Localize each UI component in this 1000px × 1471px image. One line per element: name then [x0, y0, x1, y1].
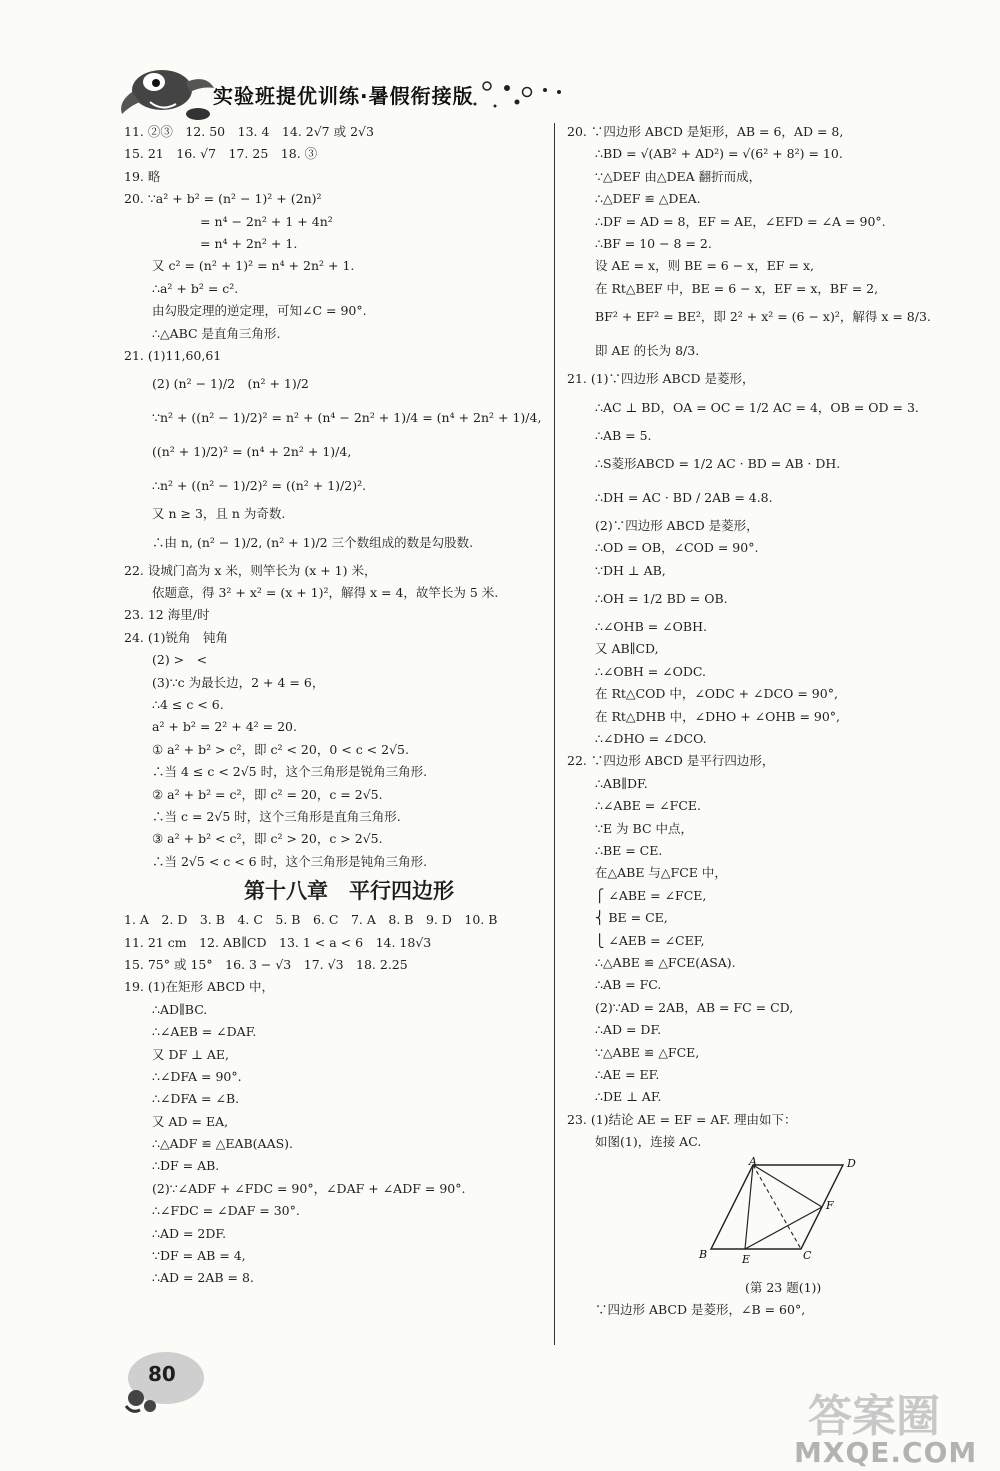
column-divider — [554, 123, 555, 1345]
answer-line: ∵n² + ((n² − 1)/2)² = n² + (n⁴ − 2n² + 1)/4 = (n⁴ + 2n² + 1)/4, — [152, 410, 542, 426]
answer-line: 设 AE = x，则 BE = 6 − x，EF = x, — [595, 258, 814, 274]
left-answer-column — [124, 121, 544, 1290]
answer-line: ∴△DEF ≌ △DEA. — [595, 191, 701, 207]
answer-line: 15. 21 16. √7 17. 25 18. ③ — [124, 146, 318, 162]
answer-line: ∴∠DHO = ∠DCO. — [595, 731, 707, 747]
answer-line: ∴DF = AB. — [152, 1158, 220, 1174]
answer-line: ⎩ ∠AEB = ∠CEF, — [595, 932, 705, 948]
answer-line: (2)∵四边形 ABCD 是菱形， — [595, 517, 759, 533]
answer-line: ∴n² + ((n² − 1)/2)² = ((n² + 1)/2)². — [152, 478, 367, 494]
answer-line: ① a² + b² > c²，即 c² < 20，0 < c < 2√5. — [152, 741, 409, 757]
answer-line: ∴当 2√5 < c < 6 时，这个三角形是钝角三角形. — [152, 853, 428, 869]
answer-line: ∴AD∥BC. — [152, 1001, 208, 1017]
answer-line: ∴OH = 1/2 BD = OB. — [595, 591, 728, 607]
answer-line: ∵E 为 BC 中点， — [595, 820, 693, 836]
svg-text:答案圈: 答案圈 — [808, 1391, 940, 1442]
answer-line: ∴∠AEB = ∠DAF. — [152, 1024, 257, 1040]
answer-line: 20. ∵a² + b² = (n² − 1)² + (2n)² — [124, 191, 322, 207]
figure-label-d: D — [847, 1157, 856, 1171]
answer-line: ∴DE ⊥ AF. — [595, 1089, 662, 1105]
answer-line: (2)∵∠ADF + ∠FDC = 90°，∠DAF + ∠ADF = 90°. — [152, 1180, 466, 1196]
answer-line: 23. (1)结论 AE = EF = AF. 理由如下： — [567, 1111, 797, 1127]
series-title: 实验班提优训练·暑假衔接版 — [213, 84, 474, 108]
answer-line: ∵DH ⊥ AB, — [595, 562, 666, 578]
answer-line: ∴4 ≤ c < 6. — [152, 697, 224, 713]
answer-line: 又 DF ⊥ AE, — [152, 1046, 229, 1062]
answer-line: ∴△ABE ≌ △FCE(ASA). — [595, 954, 736, 970]
answer-line: ∴∠OBH = ∠ODC. — [595, 663, 707, 679]
answer-line: ((n² + 1)/2)² = (n⁴ + 2n² + 1)/4, — [152, 444, 352, 460]
answer-line: = n⁴ − 2n² + 1 + 4n² — [200, 213, 333, 229]
answer-line: ∴AE = EF. — [595, 1066, 660, 1082]
answer-line: 11. 21 cm 12. AB∥CD 13. 1 < a < 6 14. 18√3 — [124, 934, 432, 950]
answer-line: 19. 略 — [124, 168, 161, 184]
answer-line: ③ a² + b² < c²，即 c² > 20，c > 2√5. — [152, 831, 383, 847]
answer-line: ∴△ADF ≌ △EAB(AAS). — [152, 1136, 294, 1152]
answer-line: 22. ∵四边形 ABCD 是平行四边形， — [567, 753, 775, 769]
answer-line: ∵△DEF 由△DEA 翻折而成， — [595, 168, 762, 184]
answer-line: ∴△ABC 是直角三角形. — [152, 325, 281, 341]
chapter-title: 第十八章 平行四边形 — [244, 879, 454, 904]
rhombus-figure — [699, 1155, 871, 1269]
answer-line: ∵四边形 ABCD 是菱形，∠B = 60°, — [595, 1302, 806, 1318]
answer-line: ∴AC ⊥ BD，OA = OC = 1/2 AC = 4，OB = OD = 3. — [595, 399, 919, 415]
answer-line: 又 n ≥ 3，且 n 为奇数. — [152, 506, 286, 522]
watermark-url: MXQE.COM — [794, 1436, 978, 1469]
mascot-icon — [110, 52, 220, 124]
answer-line: ∴∠OHB = ∠OBH. — [595, 619, 707, 635]
answer-line: ∴OD = OB，∠COD = 90°. — [595, 540, 759, 556]
figure-label-e: E — [742, 1253, 751, 1267]
answer-line: ∴当 4 ≤ c < 2√5 时，这个三角形是锐角三角形. — [152, 764, 428, 780]
answer-line: 在 Rt△BEF 中，BE = 6 − x，EF = x，BF = 2, — [595, 280, 879, 296]
answer-line: 在 Rt△DHB 中，∠DHO + ∠OHB = 90°, — [595, 708, 841, 724]
answer-line: ∵△ABE ≌ △FCE, — [595, 1044, 700, 1060]
answer-line: ∴∠DFA = ∠B. — [152, 1091, 240, 1107]
answer-line: 又 AD = EA, — [152, 1113, 229, 1129]
answer-line: 即 AE 的长为 8/3. — [595, 343, 700, 359]
answer-line: 依题意，得 3² + x² = (x + 1)²，解得 x = 4，故竿长为 5 米. — [152, 585, 499, 601]
answer-line: (3)∵c 为最长边，2 + 4 = 6， — [152, 674, 325, 690]
answer-line: 在△ABE 与△FCE 中， — [595, 865, 727, 881]
answer-line: 22. 设城门高为 x 米，则竿长为 (x + 1) 米， — [124, 562, 377, 578]
answer-line: 在 Rt△COD 中，∠ODC + ∠DCO = 90°, — [595, 686, 838, 702]
answer-line: ∴AD = 2DF. — [152, 1225, 227, 1241]
page-header — [110, 52, 570, 124]
answer-line: a² + b² = 2² + 4² = 20. — [152, 719, 297, 735]
answer-line: ∴S菱形ABCD = 1/2 AC · BD = AB · DH. — [595, 455, 841, 471]
answer-line: 由勾股定理的逆定理，可知∠C = 90°. — [152, 303, 367, 319]
answer-line: ∵DF = AB = 4, — [152, 1248, 246, 1264]
page-number: 80 — [148, 1362, 176, 1386]
answer-line: 又 AB∥CD, — [595, 641, 659, 657]
answer-line: 21. (1)∵四边形 ABCD 是菱形， — [567, 371, 755, 387]
answer-line: ∴∠FDC = ∠DAF = 30°. — [152, 1203, 300, 1219]
answer-line: ∴DH = AC · BD / 2AB = 4.8. — [595, 489, 773, 505]
answer-line: 1. A 2. D 3. B 4. C 5. B 6. C 7. A 8. B 9. D 10. B — [124, 912, 498, 928]
figure-label-b: B — [699, 1248, 708, 1262]
answer-line: 又 c² = (n² + 1)² = n⁴ + 2n² + 1. — [152, 258, 355, 274]
answer-line: ∴由 n, (n² − 1)/2, (n² + 1)/2 三个数组成的数是勾股数. — [152, 534, 474, 550]
figure-caption: (第 23 题(1)) — [745, 1279, 822, 1295]
answer-line: = n⁴ + 2n² + 1. — [200, 235, 298, 251]
answer-line: ∴∠ABE = ∠FCE. — [595, 798, 701, 814]
answer-line: (2) (n² − 1)/2 (n² + 1)/2 — [152, 376, 309, 392]
answer-line: 11. ②③ 12. 50 13. 4 14. 2√7 或 2√3 — [124, 124, 374, 139]
answer-line: ∴BD = √(AB² + AD²) = √(6² + 8²) = 10. — [595, 146, 843, 162]
answer-line: 19. (1)在矩形 ABCD 中， — [124, 979, 275, 995]
answer-line: ∴DF = AD = 8，EF = AE，∠EFD = ∠A = 90°. — [595, 213, 886, 229]
answer-line: ② a² + b² = c²，即 c² = 20，c = 2√5. — [152, 786, 383, 802]
answer-line: ∴AB∥DF. — [595, 775, 648, 791]
answer-line: ∴∠DFA = 90°. — [152, 1068, 242, 1084]
answer-line: ∴BF = 10 − 8 = 2. — [595, 235, 712, 251]
answer-line: BF² + EF² = BE²，即 2² + x² = (6 − x)²，解得 x = 8/3. — [595, 309, 931, 325]
answer-line: (2)∵AD = 2AB，AB = FC = CD, — [595, 999, 794, 1015]
answer-line: 20. ∵四边形 ABCD 是矩形，AB = 6，AD = 8, — [567, 124, 844, 139]
answer-line: ∴AB = FC. — [595, 977, 662, 993]
figure-label-c: C — [803, 1249, 812, 1263]
answer-line: ∴BE = CE. — [595, 842, 663, 858]
decorative-dots-icon — [475, 72, 570, 112]
answer-line: ∴a² + b² = c². — [152, 280, 239, 296]
answer-line: ∴AB = 5. — [595, 427, 652, 443]
figure-label-f: F — [826, 1199, 834, 1213]
answer-line: ∴AD = 2AB = 8. — [152, 1270, 254, 1286]
answer-line: 如图(1)，连接 AC. — [595, 1134, 702, 1150]
answer-line: 21. (1)11,60,61 — [124, 347, 222, 363]
figure-label-a: A — [749, 1155, 757, 1169]
answer-line: 15. 75° 或 15° 16. 3 − √3 17. √3 18. 2.25 — [124, 956, 408, 972]
answer-line: ⎧ ∠ABE = ∠FCE, — [595, 887, 707, 903]
answer-line: 24. (1)锐角 钝角 — [124, 629, 229, 645]
answer-line: 23. 12 海里/时 — [124, 607, 210, 623]
answer-line: (2) > < — [152, 652, 208, 668]
answer-line: ∴AD = DF. — [595, 1022, 662, 1038]
answer-line: ∴当 c = 2√5 时，这个三角形是直角三角形. — [152, 808, 401, 824]
answer-line: ⎨ BE = CE, — [595, 910, 668, 926]
right-answer-column — [567, 121, 977, 1322]
